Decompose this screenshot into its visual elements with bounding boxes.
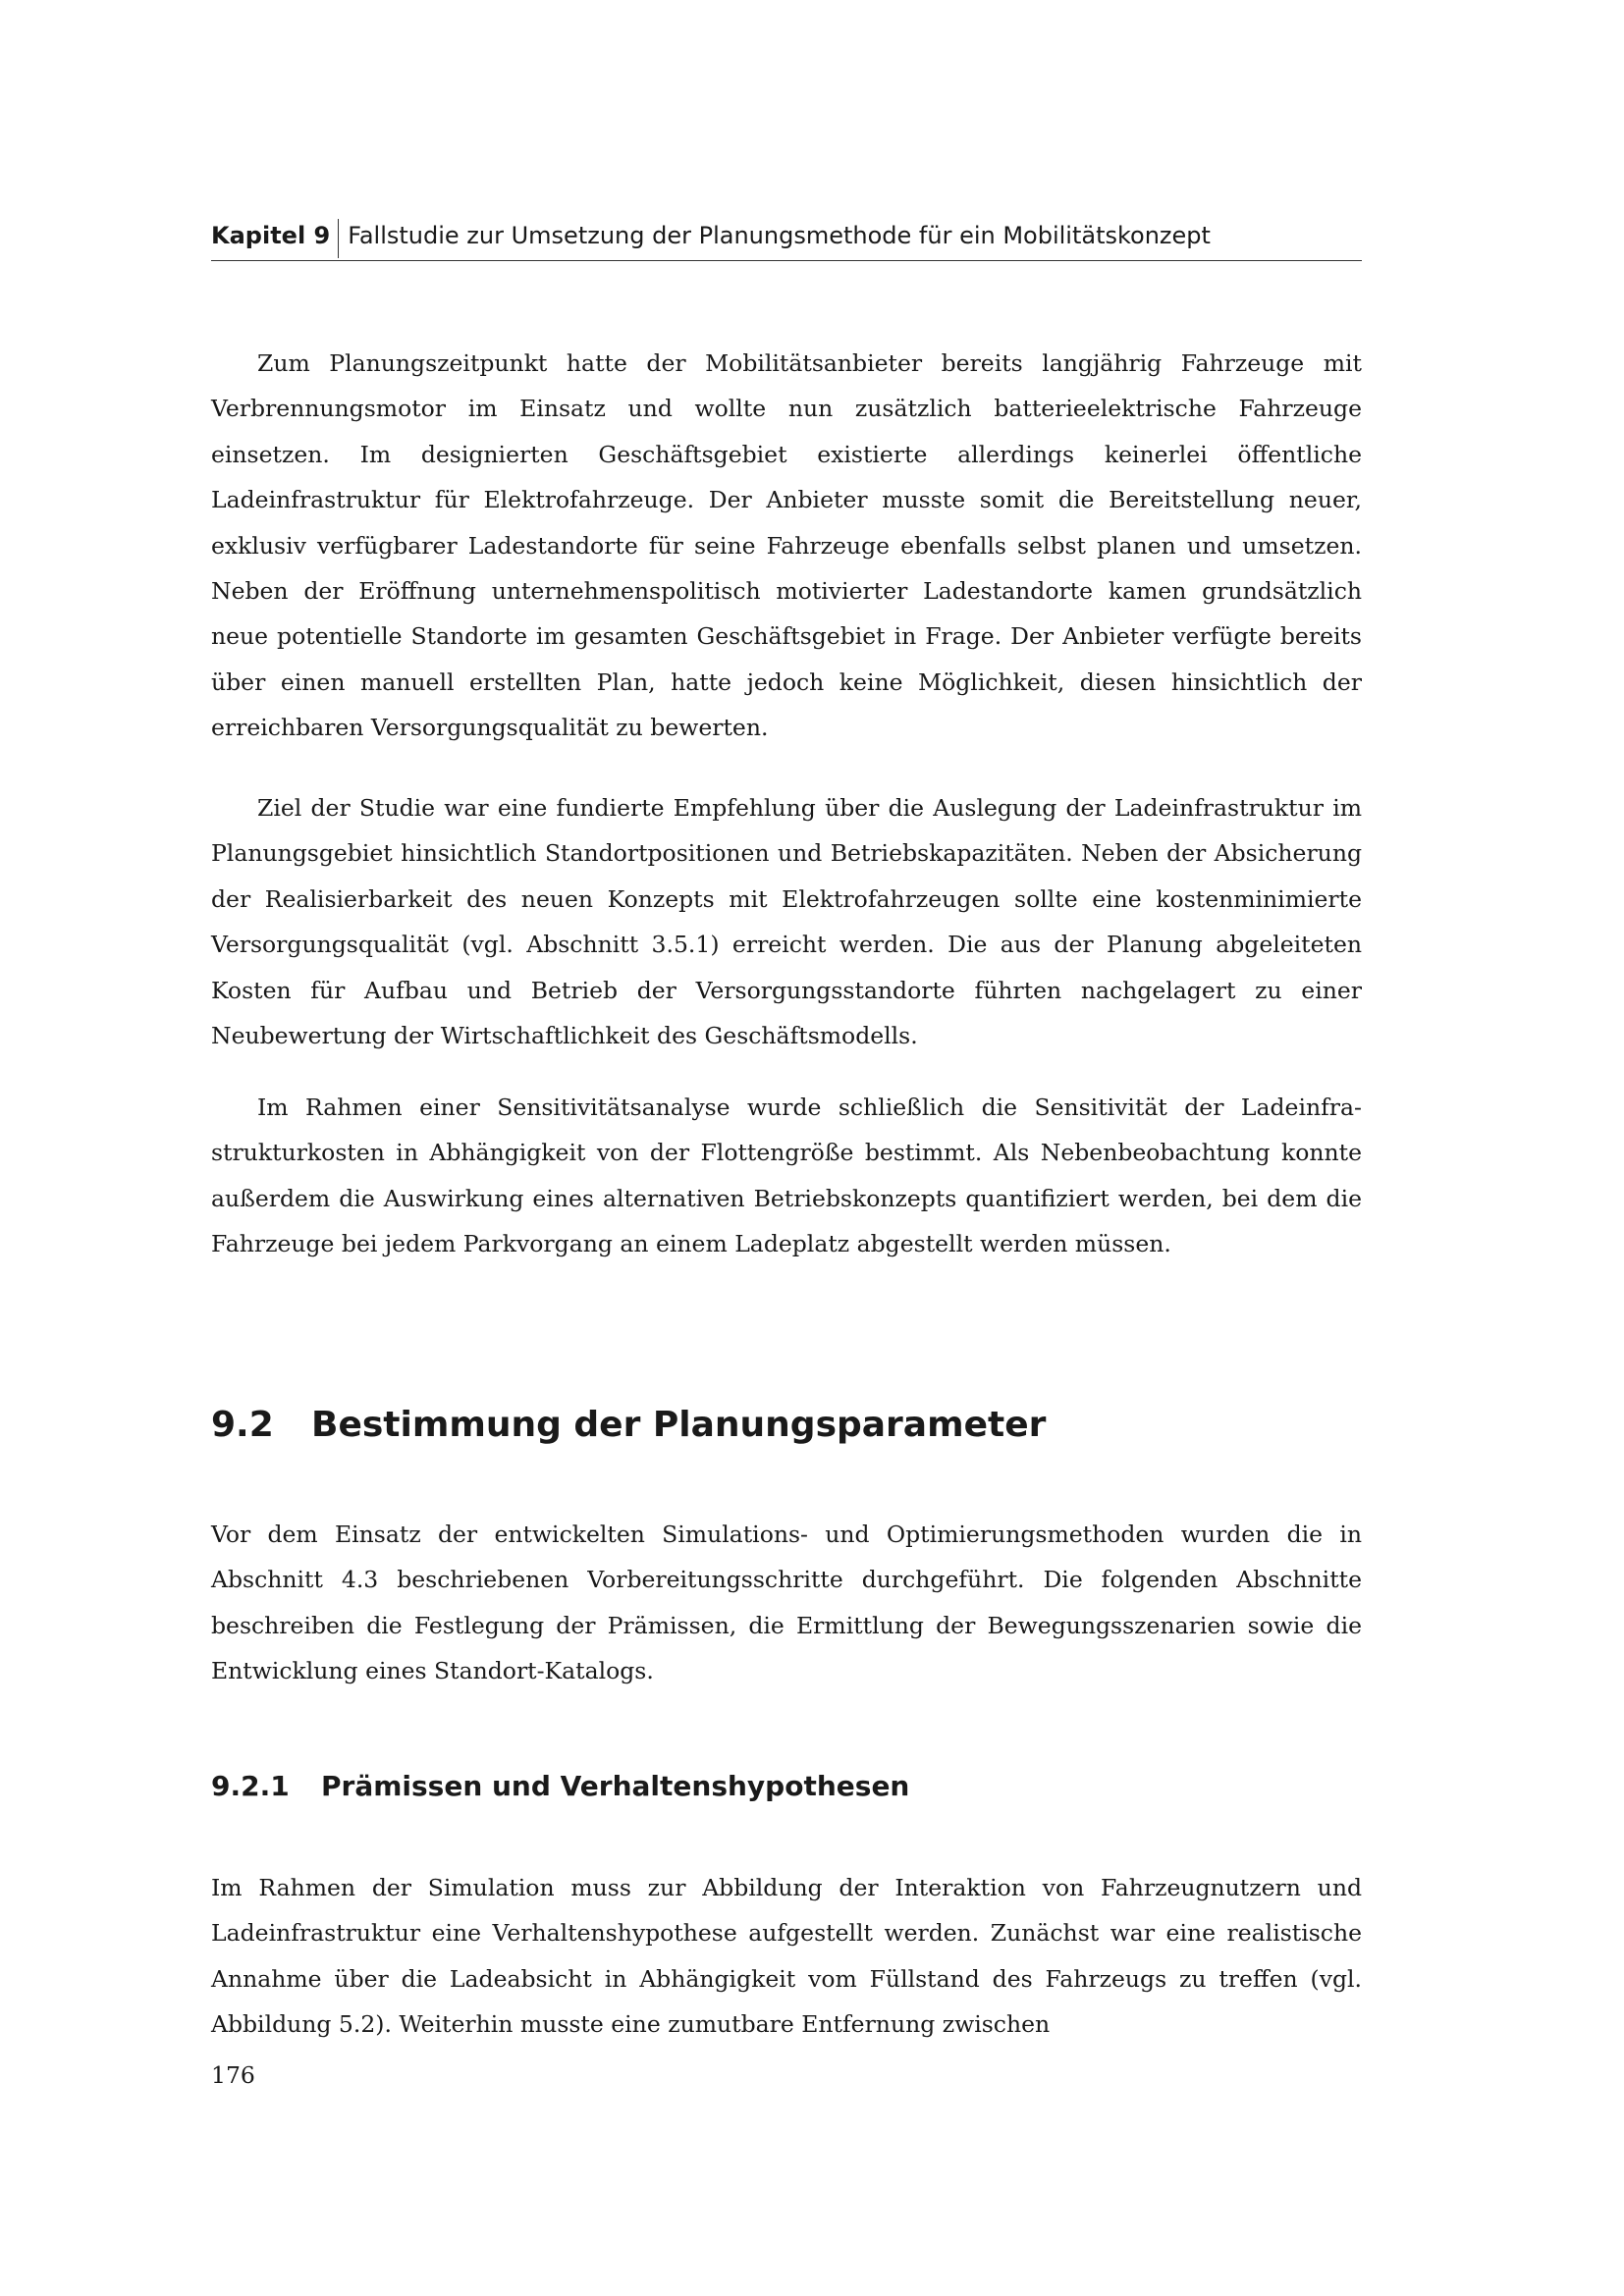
- section-title: Bestimmung der Planungsparameter: [311, 1405, 1047, 1445]
- paragraph-3: Im Rahmen einer Sensitivitätsanalyse wurde schließlich die Sensitivität der Ladeinfrastrukturkosten in Abhängigkeit von der Flottengröße bestimmt. Als Nebenbeobachtung konnte außerdem die Auswirkung eines alternativen Betriebskonzepts quantifiziert werden, bei dem die Fahrzeuge bei jedem Parkvorgang an einem Ladeplatz abgestellt werden müssen.: [211, 1094, 1362, 1258]
- subsection-title: Prämissen und Verhaltenshypothesen: [321, 1770, 910, 1802]
- section-number: 9.2: [211, 1405, 274, 1445]
- section-heading-9-2-1: [211, 1769, 1362, 1804]
- paragraph-4: Vor dem Einsatz der entwickelten Simulations- und Optimierungsmethoden wurden die in Abschnitt 4.3 beschriebenen Vorbereitungsschritte durchgeführt. Die folgenden Abschnitte beschreiben die Festlegung der Prämissen, die Ermittlung der Bewegungsszenarien sowie die Entwicklung eines Standort-Katalogs.: [211, 1521, 1362, 1685]
- subsection-number: 9.2.1: [211, 1770, 290, 1802]
- header-title: Fallstudie zur Umsetzung der Planungsmethode für ein Mobilitätskonzept: [348, 222, 1211, 249]
- header-chapter: Kapitel 9: [211, 219, 339, 258]
- paragraph-1: Zum Planungszeitpunkt hatte der Mobilitätsanbieter bereits langjährig Fahrzeuge mit Verbrennungsmotor im Einsatz und wollte nun zusätzlich batterieelektrische Fahrzeuge einsetzen. Im designierten Geschäftsgebiet existierte allerdings keinerlei öffentliche Ladeinfrastruktur für Elektrofahrzeuge. Der Anbieter musste somit die Bereitstellung neuer, exklusiv verfügbarer Ladestandorte für seine Fahrzeuge ebenfalls selbst planen und umsetzen. Neben der Eröffnung unternehmenspolitisch motivierter Ladestandorte kamen grundsätzlich neue potentielle Standorte im gesamten Geschäftsgebiet in Frage. Der Anbieter verfügte bereits über einen manuell erstellten Plan, hatte jedoch keine Möglichkeit, diesen hinsichtlich der erreichbaren Versorgungsqualität zu bewerten.: [211, 349, 1362, 742]
- page-number: 176: [211, 2061, 255, 2089]
- paragraph-5: Im Rahmen der Simulation muss zur Abbildung der Interaktion von Fahrzeugnutzern und Ladeinfrastruktur eine Verhaltenshypothese aufgestellt werden. Zunächst war eine realistische Annahme über die Ladeabsicht in Abhängigkeit vom Füllstand des Fahrzeugs zu treffen (vgl. Abbildung 5.2). Weiterhin musste eine zumutbare Entfernung zwischen: [211, 1874, 1362, 2039]
- running-header: [211, 219, 1362, 261]
- paragraph-2: Ziel der Studie war eine fundierte Empfehlung über die Auslegung der Ladeinfrastruktur im Planungsgebiet hinsichtlich Standortpositionen und Betriebskapazitäten. Neben der Absicherung der Realisierbarkeit des neuen Konzepts mit Elektrofahrzeugen sollte eine kostenminimierte Versorgungsqualität (vgl. Abschnitt 3.5.1) erreicht werden. Die aus der Planung abgeleiteten Kosten für Aufbau und Betrieb der Versorgungsstandorte führten nachgelagert zu einer Neubewertung der Wirtschaftlichkeit des Geschäftsmodells.: [211, 794, 1362, 1050]
- section-heading-9-2: [211, 1404, 1362, 1447]
